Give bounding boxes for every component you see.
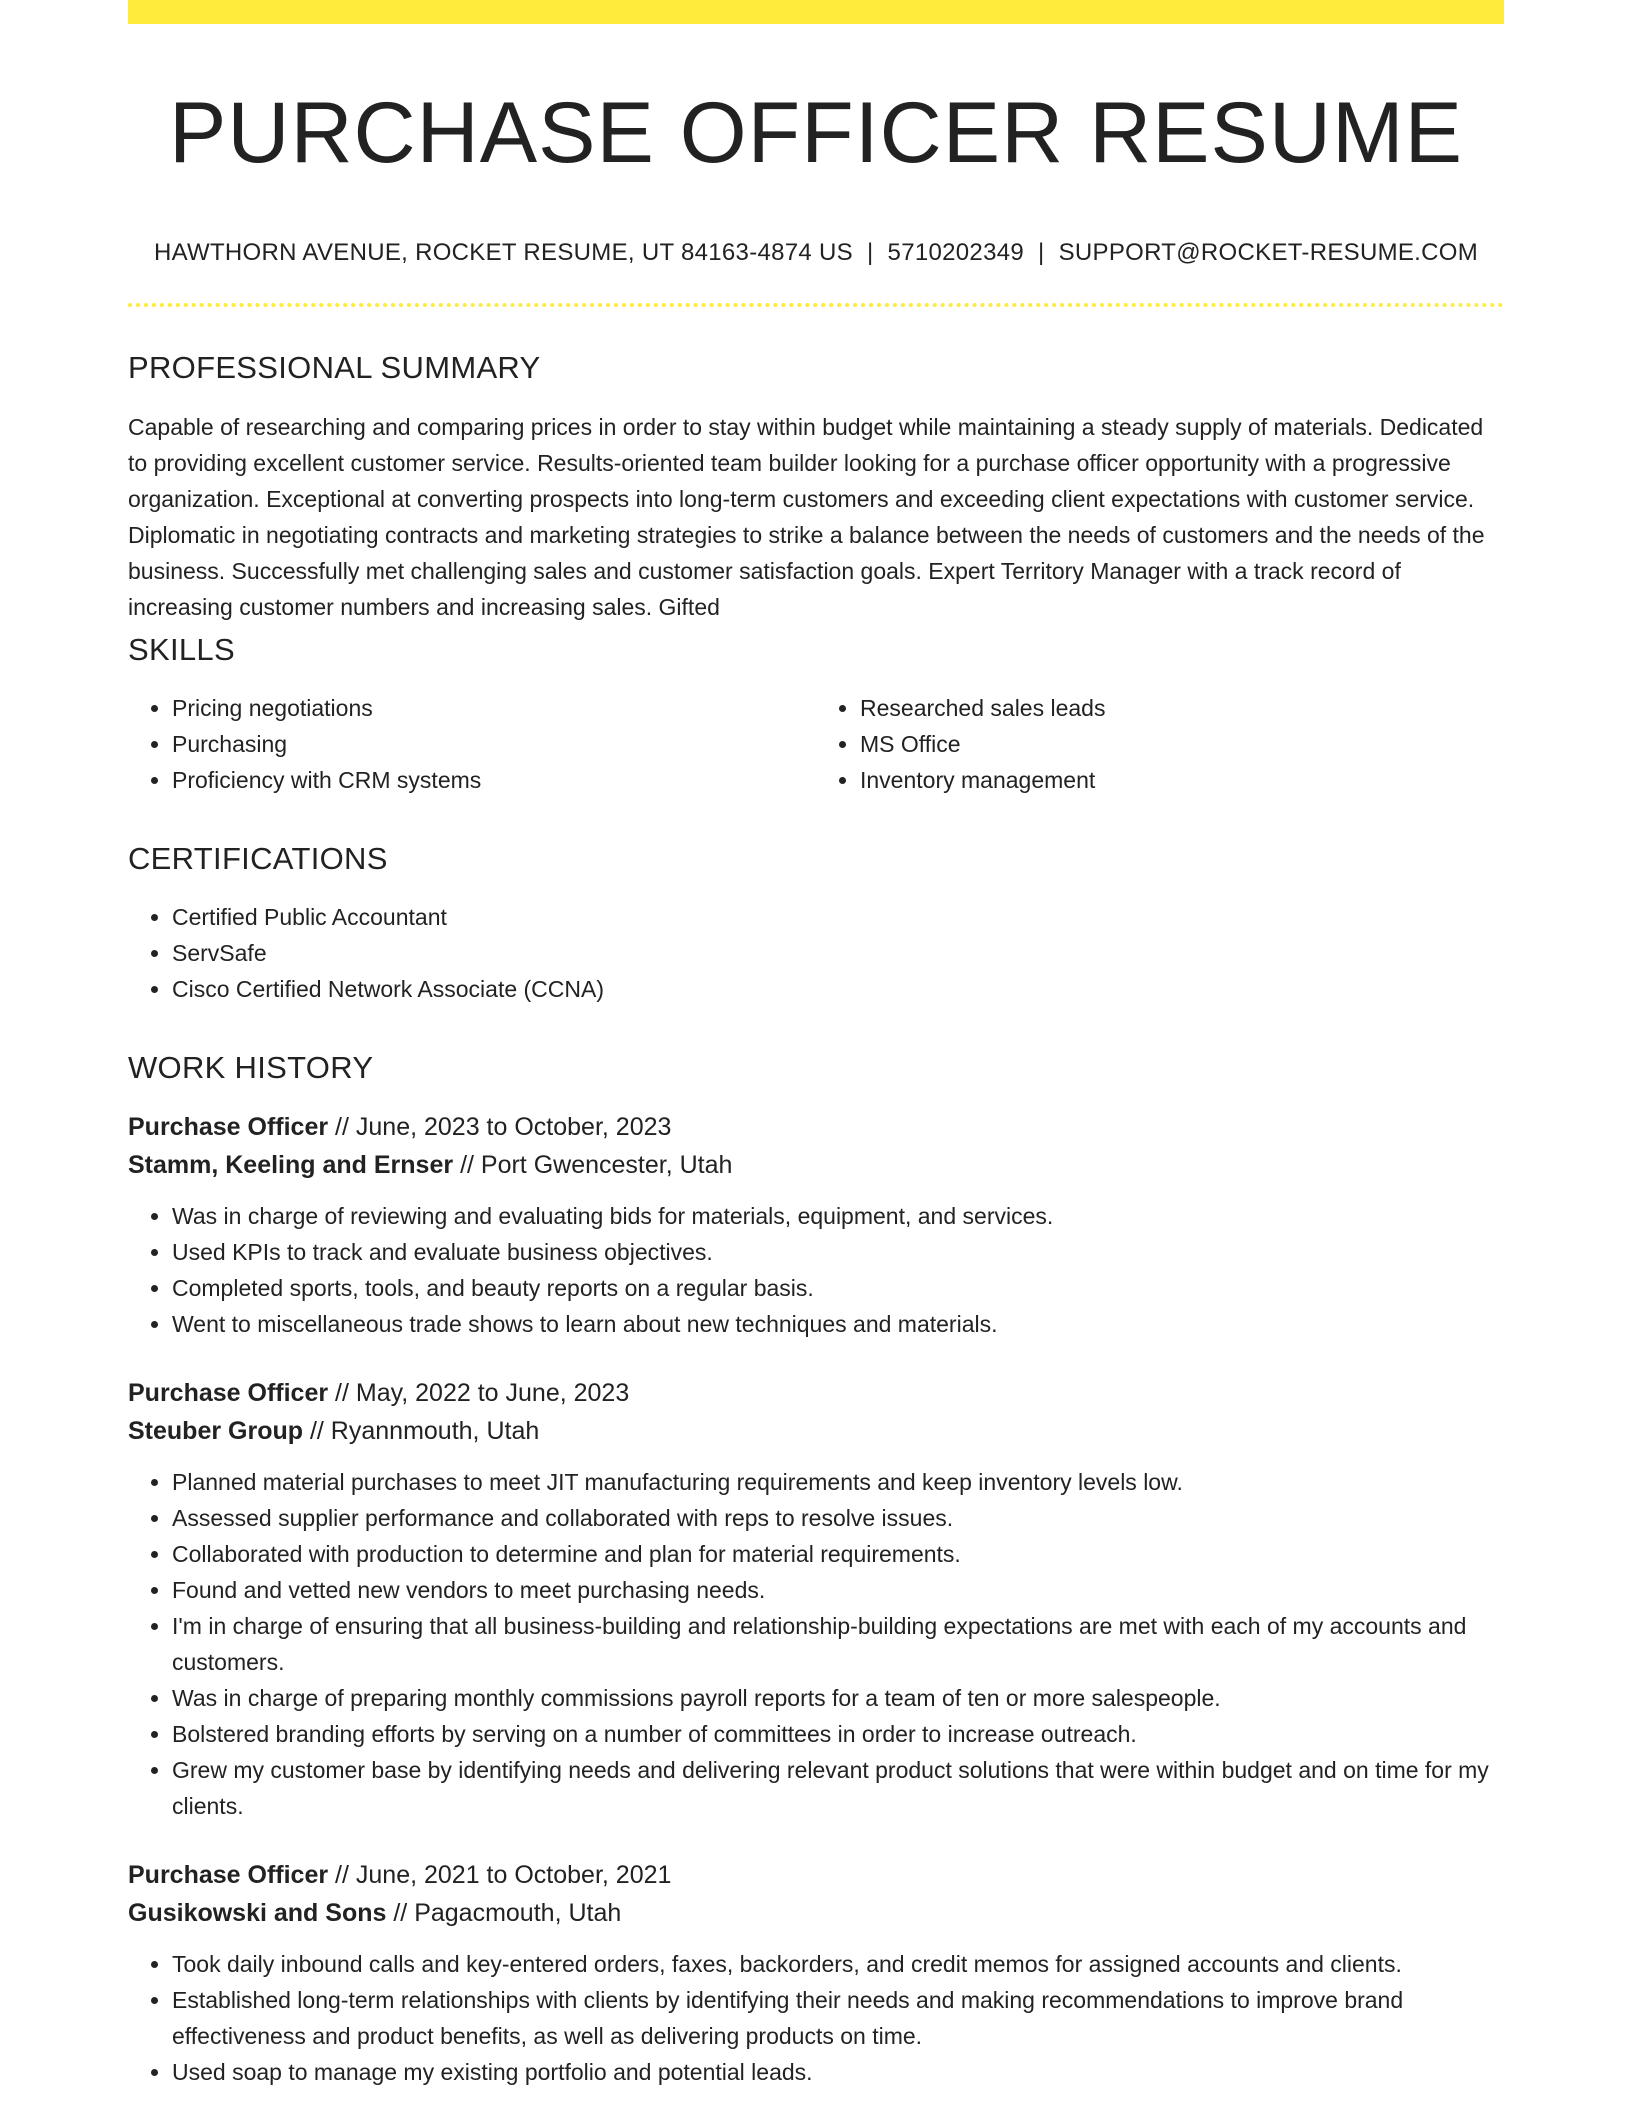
skill-item: • Proficiency with CRM systems xyxy=(172,762,816,798)
job-bullet: • Was in charge of preparing monthly commissions payroll reports for a team of ten or more salespeople. xyxy=(172,1680,1504,1716)
certifications-list xyxy=(128,899,1504,1007)
skill-item: • Pricing negotiations xyxy=(172,690,816,726)
job-bullets xyxy=(128,1464,1504,1824)
job-bullet: • Used KPIs to track and evaluate business objectives. xyxy=(172,1234,1504,1270)
job-location: // Pagacmouth, Utah xyxy=(393,1899,622,1928)
job-bullet: • Bolstered branding efforts by serving on a number of committees in order to increase outreach. xyxy=(172,1716,1504,1752)
section-heading-skills: SKILLS xyxy=(128,631,235,667)
contact-address: HAWTHORN AVENUE, ROCKET RESUME, UT 84163-4874 US xyxy=(153,238,853,266)
contact-email: SUPPORT@ROCKET-RESUME.COM xyxy=(1058,238,1479,266)
summary-text: Capable of researching and comparing prices in order to stay within budget while maintaining a steady supply of materials. Dedicated to providing excellent customer service. Results-oriented team builder looking for a purchase officer opportunity with a progressive organization. Exceptional at converting prospects into long-term customers and exceeding client expectations with customer service. Diplomatic in negotiating contracts and marketing strategies to strike a balance between the needs of customers and the needs of the business. Successfully met challenging sales and customer satisfaction goals. Expert Territory Manager with a track record of increasing customer numbers and increasing sales. Gifted xyxy=(128,413,1485,620)
contact-separator: | xyxy=(867,238,874,266)
contact-phone: 5710202349 xyxy=(887,238,1025,266)
job-title-line xyxy=(128,1108,1504,1146)
job-company-line xyxy=(128,1412,1504,1450)
job-bullet: • Completed sports, tools, and beauty reports on a regular basis. xyxy=(172,1270,1504,1306)
skill-item: • MS Office xyxy=(860,726,1504,762)
resume-title: PURCHASE OFFICER RESUME xyxy=(168,85,1464,181)
job-bullet: • Took daily inbound calls and key-entered orders, faxes, backorders, and credit memos for assigned accounts and clients. xyxy=(172,1946,1504,1982)
certifications-section xyxy=(128,840,1504,1007)
job-bullet: • Found and vetted new vendors to meet purchasing needs. xyxy=(172,1572,1504,1608)
job-company: Steuber Group xyxy=(128,1417,304,1446)
job-company-line xyxy=(128,1146,1504,1184)
job-title: Purchase Officer xyxy=(128,1113,329,1142)
work-history-section xyxy=(128,1049,1504,2090)
job-bullets xyxy=(128,1198,1504,1342)
section-heading-summary: PROFESSIONAL SUMMARY xyxy=(128,350,541,386)
contact-line xyxy=(128,239,1504,268)
job-title-line xyxy=(128,1856,1504,1894)
job-title: Purchase Officer xyxy=(128,1379,329,1408)
job-bullet: • Planned material purchases to meet JIT manufacturing requirements and keep inventory levels low. xyxy=(172,1464,1504,1500)
certification-item: • Certified Public Accountant xyxy=(172,899,1504,935)
job-entry xyxy=(128,1374,1504,1824)
job-bullet: • Used soap to manage my existing portfolio and potential leads. xyxy=(172,2054,1504,2090)
skill-item: • Researched sales leads xyxy=(860,690,1504,726)
section-heading-work-history: WORK HISTORY xyxy=(128,1049,374,1085)
job-dates: // June, 2021 to October, 2021 xyxy=(335,1861,672,1890)
contact-separator: | xyxy=(1038,238,1045,266)
skills-section xyxy=(128,631,1504,798)
certification-item: • Cisco Certified Network Associate (CCNA) xyxy=(172,971,1504,1007)
job-company-line xyxy=(128,1894,1504,1932)
job-location: // Port Gwencester, Utah xyxy=(460,1151,733,1180)
job-bullet: • Assessed supplier performance and collaborated with reps to resolve issues. xyxy=(172,1500,1504,1536)
job-company: Gusikowski and Sons xyxy=(128,1899,387,1928)
dotted-divider xyxy=(128,303,1504,307)
accent-top-bar xyxy=(128,0,1504,24)
job-title: Purchase Officer xyxy=(128,1861,329,1890)
job-dates: // June, 2023 to October, 2023 xyxy=(335,1113,672,1142)
skill-item: • Purchasing xyxy=(172,726,816,762)
skill-item: • Inventory management xyxy=(860,762,1504,798)
section-heading-certifications: CERTIFICATIONS xyxy=(128,840,388,876)
job-bullet: • Was in charge of reviewing and evaluating bids for materials, equipment, and services. xyxy=(172,1198,1504,1234)
job-bullet: • Grew my customer base by identifying needs and delivering relevant product solutions that were within budget and on time for my clients. xyxy=(172,1752,1504,1824)
job-entry xyxy=(128,1108,1504,1342)
job-bullet: • Established long-term relationships with clients by identifying their needs and making recommendations to improve brand effectiveness and product benefits, as well as delivering products on time. xyxy=(172,1982,1504,2054)
job-company: Stamm, Keeling and Ernser xyxy=(128,1151,454,1180)
resume-page xyxy=(128,0,1504,2090)
job-location: // Ryannmouth, Utah xyxy=(309,1417,540,1446)
job-bullet: • I'm in charge of ensuring that all business-building and relationship-building expectations are met with each of my accounts and customers. xyxy=(172,1608,1504,1680)
job-bullets xyxy=(128,1946,1504,2090)
job-entry xyxy=(128,1856,1504,2090)
job-bullet: • Went to miscellaneous trade shows to learn about new techniques and materials. xyxy=(172,1306,1504,1342)
certification-item: • ServSafe xyxy=(172,935,1504,971)
job-bullet: • Collaborated with production to determine and plan for material requirements. xyxy=(172,1536,1504,1572)
job-dates: // May, 2022 to June, 2023 xyxy=(335,1379,630,1408)
skills-list-right xyxy=(816,690,1504,798)
skills-list-left xyxy=(128,690,816,798)
skills-grid xyxy=(128,690,1504,798)
professional-summary-section xyxy=(128,349,1504,620)
job-title-line xyxy=(128,1374,1504,1412)
